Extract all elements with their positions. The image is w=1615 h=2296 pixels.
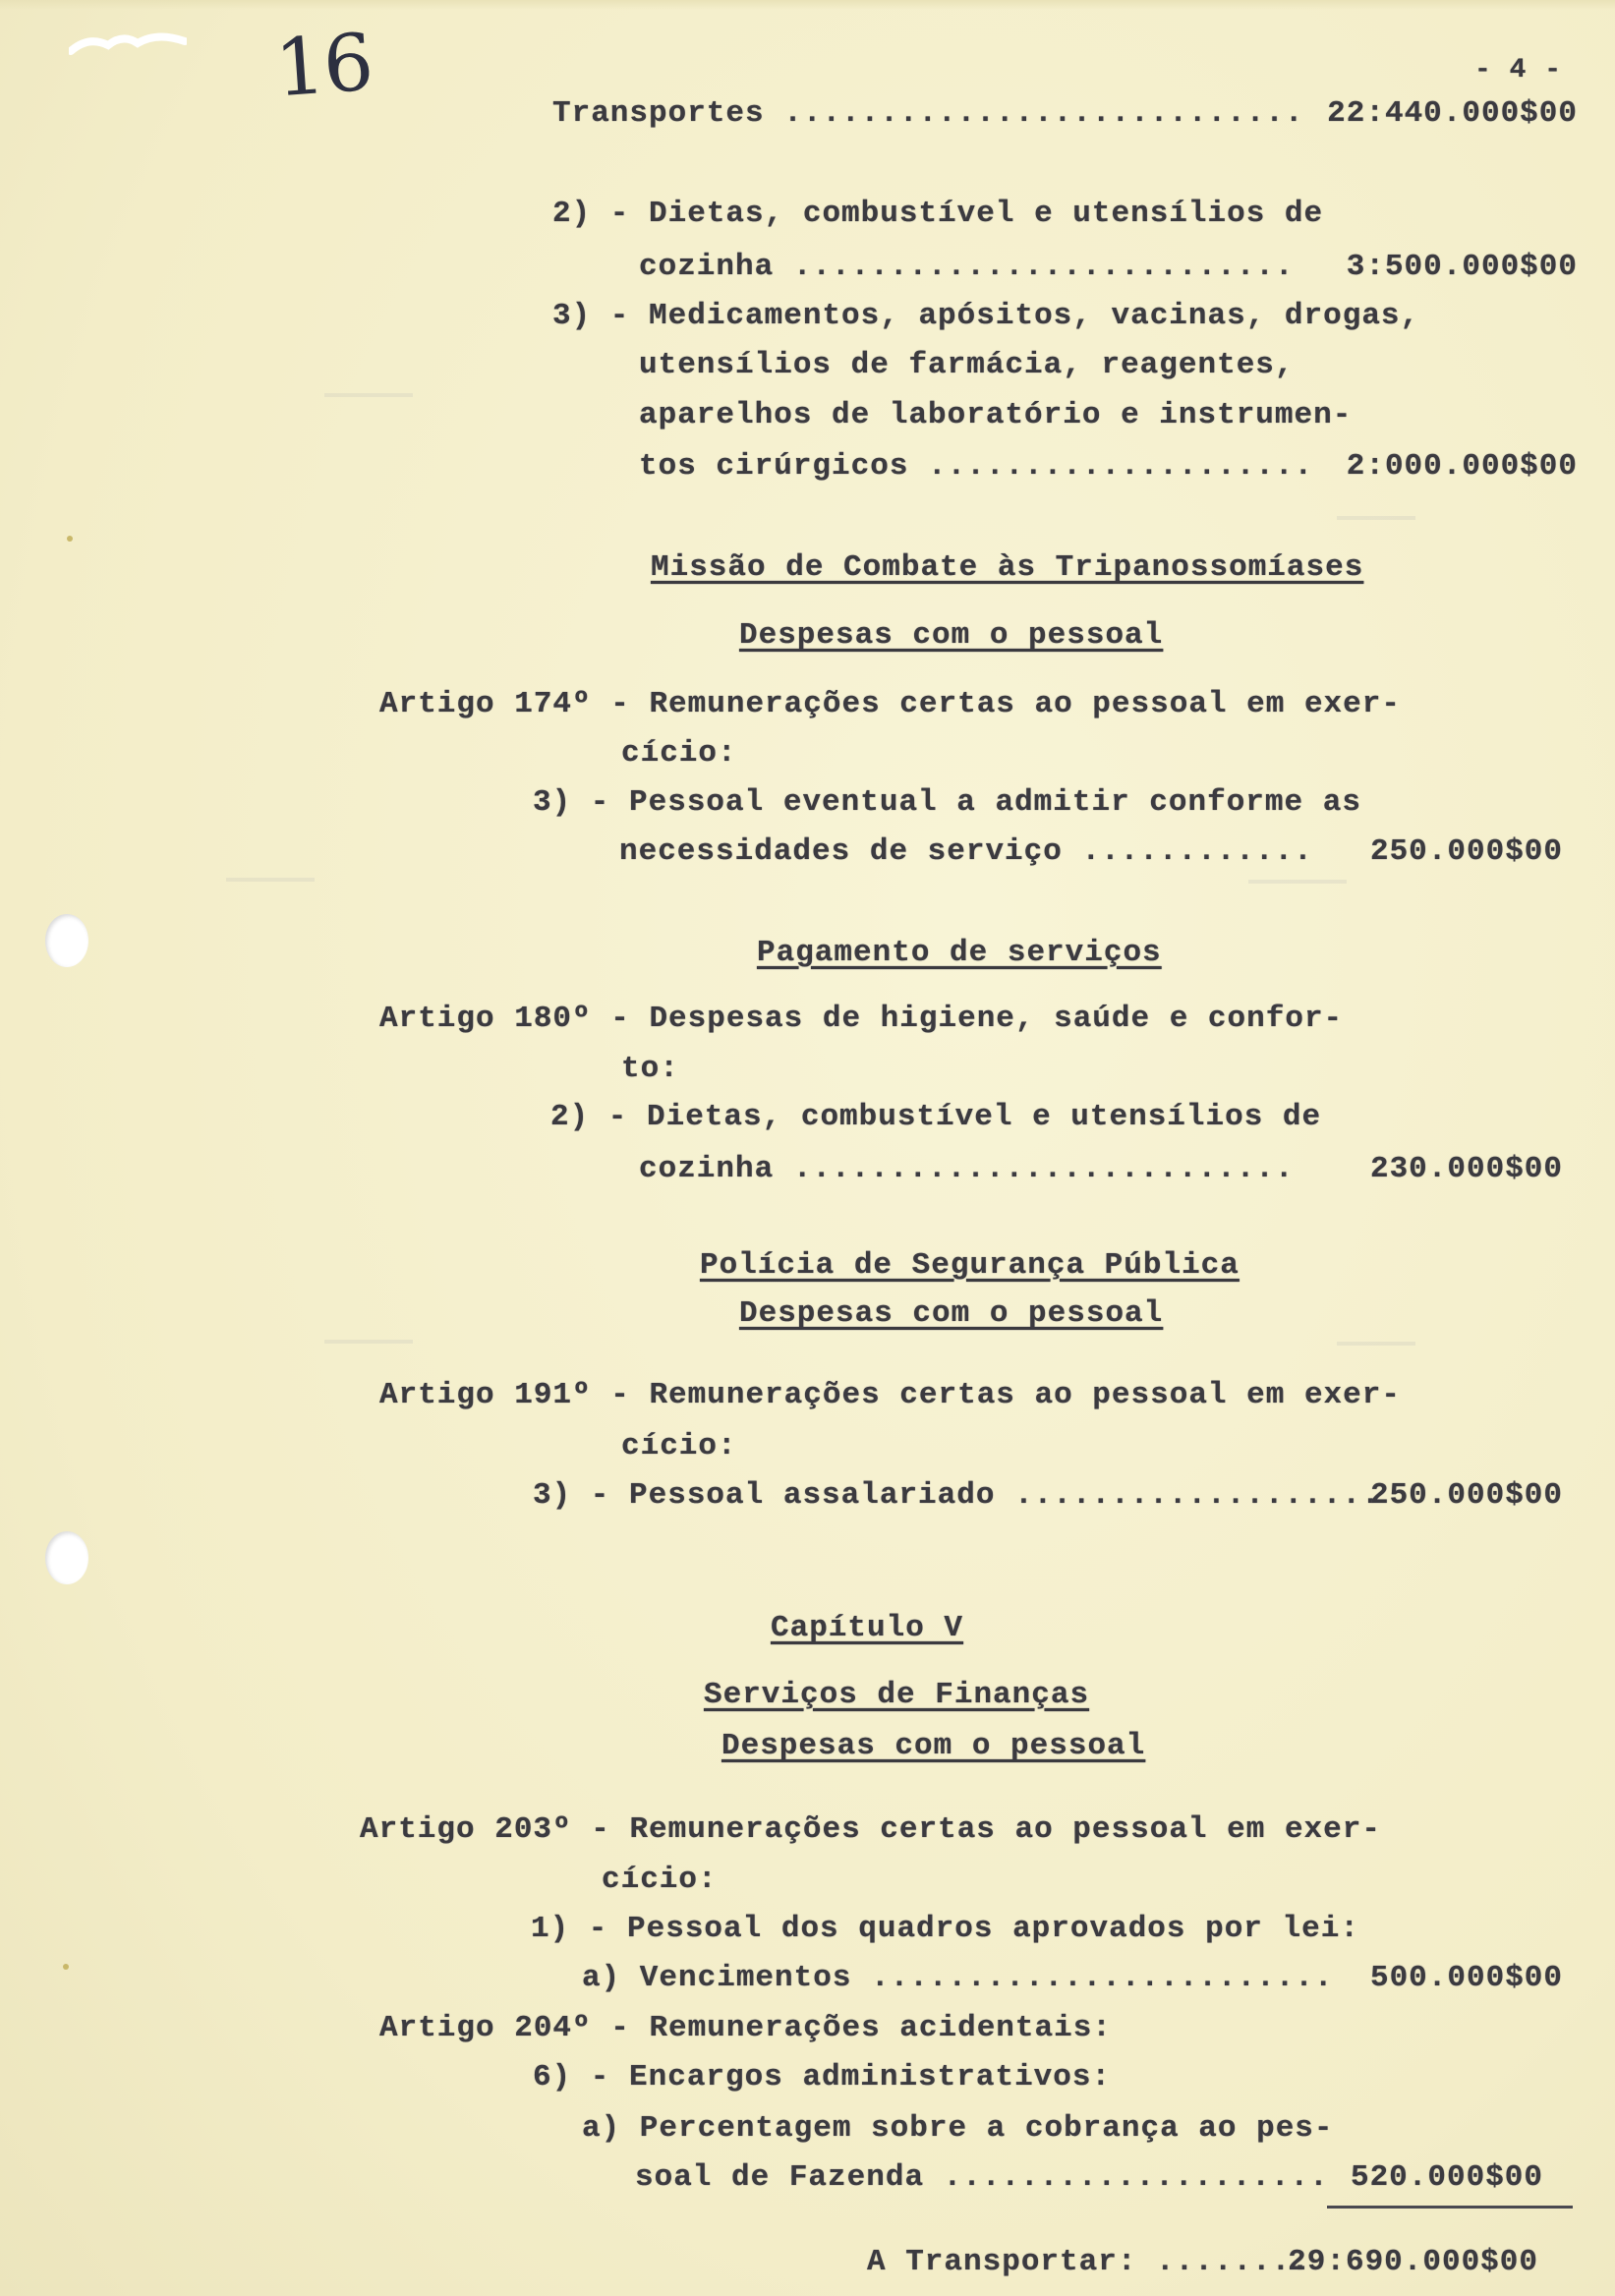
artigo-174-line-4: necessidades de serviço ............ bbox=[619, 834, 1313, 869]
punch-hole-bottom bbox=[45, 1531, 88, 1584]
medicamentos-line-4: tos cirúrgicos .................... bbox=[639, 449, 1314, 484]
artigo-203-line-2: cício: bbox=[602, 1863, 718, 1897]
paper-speck bbox=[67, 536, 73, 542]
artigo-180-line-1: Artigo 180º - Despesas de higiene, saúde e confor- bbox=[379, 1002, 1344, 1036]
medicamentos-line-2: utensílios de farmácia, reagentes, bbox=[639, 348, 1295, 382]
paper-speck bbox=[63, 1964, 69, 1970]
artigo-180-line-2: to: bbox=[621, 1052, 679, 1086]
artigo-204-line-3: a) Percentagem sobre a cobrança ao pes- bbox=[582, 2111, 1334, 2146]
financas-heading: Serviços de Finanças bbox=[704, 1678, 1090, 1712]
bleed-through-mark bbox=[226, 878, 315, 882]
bleed-through-mark bbox=[1337, 1342, 1415, 1346]
artigo-174-line-1: Artigo 174º - Remunerações certas ao pessoal em exer- bbox=[379, 687, 1401, 721]
paper-edge bbox=[0, 0, 1615, 10]
a-transportar-label: A Transportar: ........ bbox=[867, 2245, 1310, 2279]
torn-corner-mark bbox=[69, 29, 187, 59]
total-rule bbox=[1327, 2206, 1573, 2209]
artigo-174-line-3: 3) - Pessoal eventual a admitir conforme as bbox=[533, 785, 1361, 820]
artigo-204-line-1: Artigo 204º - Remunerações acidentais: bbox=[379, 2011, 1112, 2045]
policia-heading: Polícia de Segurança Pública bbox=[700, 1248, 1240, 1283]
artigo-191-line-1: Artigo 191º - Remunerações certas ao pessoal em exer- bbox=[379, 1378, 1401, 1412]
bleed-through-mark bbox=[324, 1340, 413, 1344]
artigo-191-line-3: 3) - Pessoal assalariado ................... bbox=[533, 1478, 1381, 1513]
artigo-203-amount: 500.000$00 bbox=[1369, 1961, 1563, 1995]
medicamentos-line-3: aparelhos de laboratório e instrumen- bbox=[639, 398, 1353, 432]
transportes-label: Transportes ........................... bbox=[552, 96, 1304, 131]
artigo-174-line-2: cício: bbox=[621, 736, 737, 771]
artigo-203-line-3: 1) - Pessoal dos quadros aprovados por lei: bbox=[531, 1912, 1359, 1946]
artigo-180-line-4: cozinha .......................... bbox=[639, 1152, 1295, 1186]
transportes-amount: 22:440.000$00 bbox=[1327, 96, 1578, 131]
artigo-203-line-4: a) Vencimentos ........................ bbox=[582, 1961, 1334, 1995]
medicamentos-line-1: 3) - Medicamentos, apósitos, vacinas, drogas, bbox=[552, 299, 1420, 333]
despesas-heading-2: Despesas com o pessoal bbox=[739, 1296, 1164, 1331]
bleed-through-mark bbox=[1337, 516, 1415, 520]
medicamentos-amount: 2:000.000$00 bbox=[1346, 449, 1578, 484]
pagamento-heading: Pagamento de serviços bbox=[757, 936, 1162, 970]
dietas-line-1: 2) - Dietas, combustível e utensílios de bbox=[552, 197, 1324, 231]
missao-heading: Missão de Combate às Tripanossomíases bbox=[651, 550, 1364, 585]
artigo-204-line-4: soal de Fazenda .................... bbox=[635, 2160, 1329, 2195]
artigo-203-line-1: Artigo 203º - Remunerações certas ao pessoal em exer- bbox=[360, 1812, 1381, 1847]
artigo-191-line-2: cício: bbox=[621, 1429, 737, 1464]
handwritten-page-number: 16 bbox=[271, 16, 375, 115]
despesas-heading-1: Despesas com o pessoal bbox=[739, 618, 1164, 653]
dietas-amount: 3:500.000$00 bbox=[1346, 250, 1578, 284]
artigo-180-amount: 230.000$00 bbox=[1369, 1152, 1563, 1186]
dietas-line-2: cozinha .......................... bbox=[639, 250, 1295, 284]
artigo-204-amount: 520.000$00 bbox=[1350, 2160, 1543, 2195]
artigo-204-line-2: 6) - Encargos administrativos: bbox=[533, 2060, 1112, 2095]
artigo-180-line-3: 2) - Dietas, combustível e utensílios de bbox=[550, 1100, 1322, 1134]
despesas-heading-3: Despesas com o pessoal bbox=[721, 1729, 1146, 1763]
page-number: - 4 - bbox=[1474, 55, 1563, 86]
punch-hole-top bbox=[45, 914, 88, 967]
artigo-174-amount: 250.000$00 bbox=[1369, 834, 1563, 869]
capitulo-heading: Capítulo V bbox=[771, 1611, 964, 1645]
bleed-through-mark bbox=[324, 393, 413, 397]
artigo-191-amount: 250.000$00 bbox=[1369, 1478, 1563, 1513]
a-transportar-amount: 29:690.000$00 bbox=[1288, 2245, 1538, 2279]
bleed-through-mark bbox=[1248, 880, 1347, 884]
